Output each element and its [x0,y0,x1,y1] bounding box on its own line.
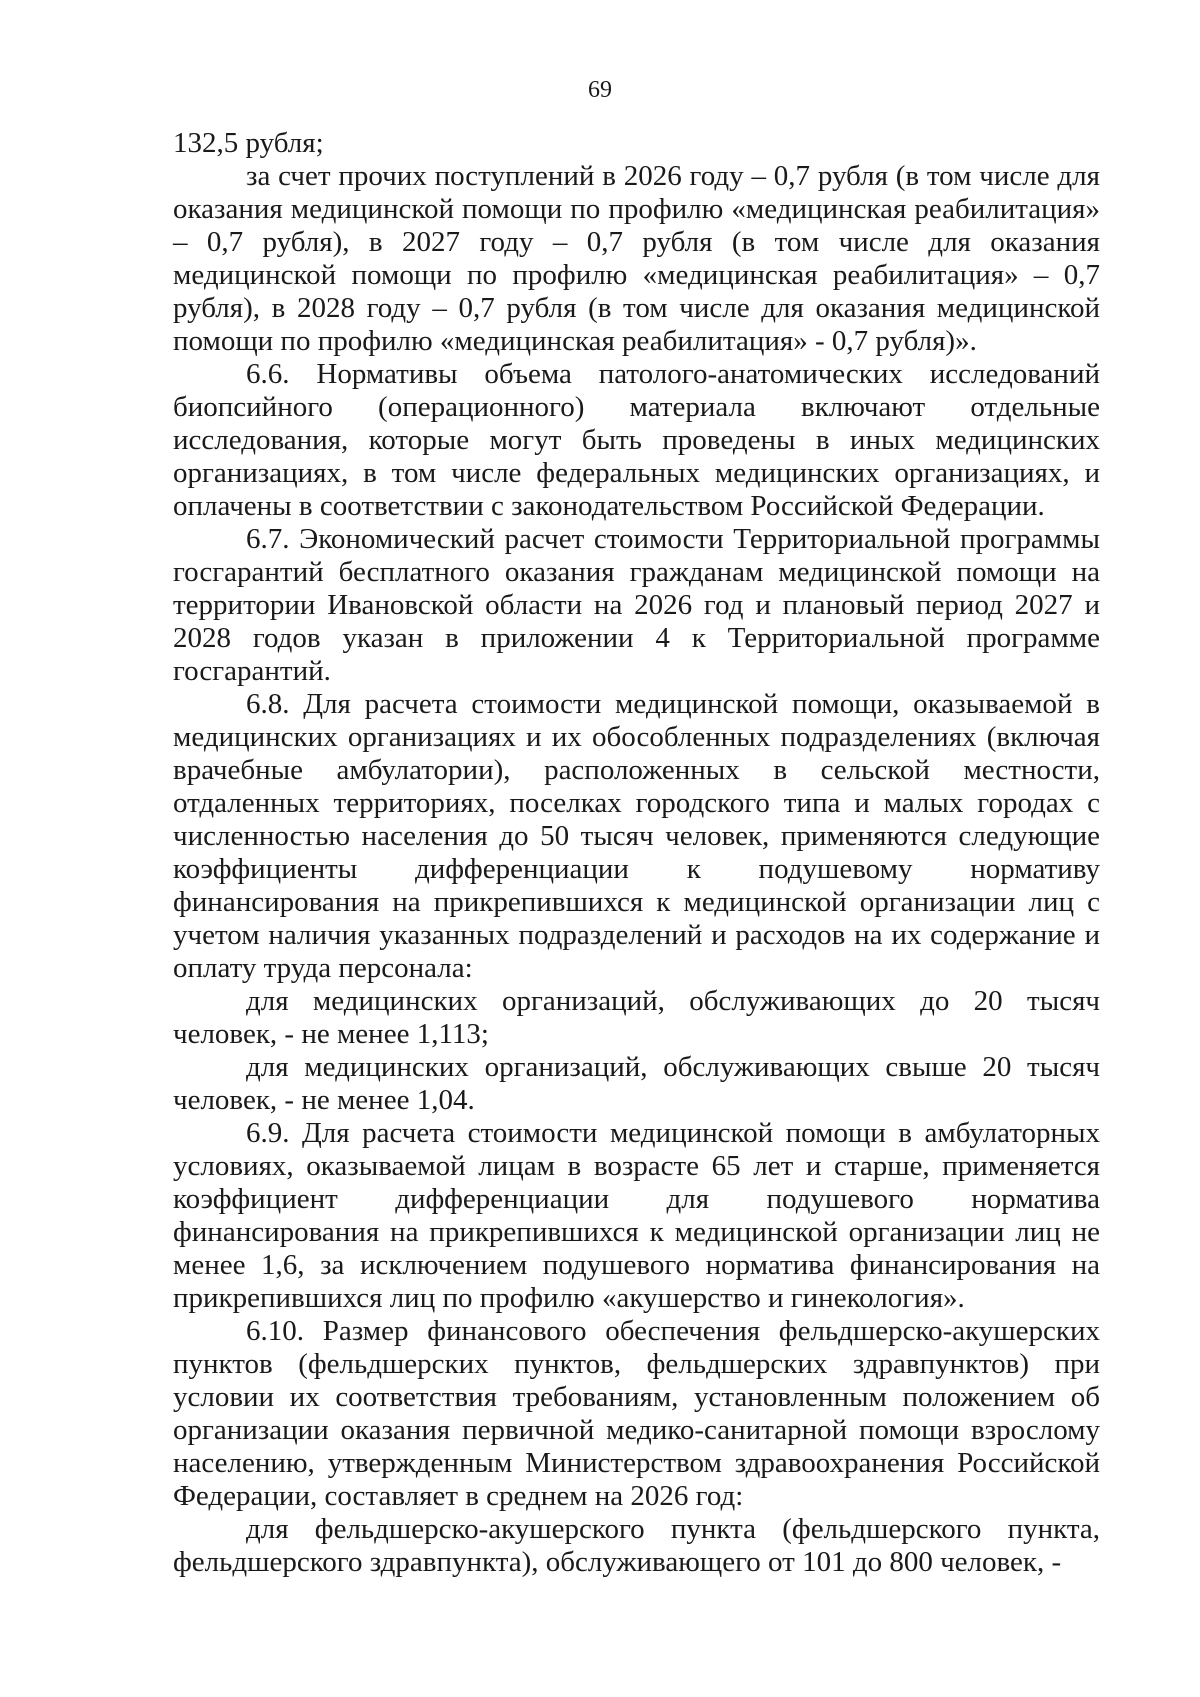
paragraph-other-revenues: за счет прочих поступлений в 2026 году – 0,7 рубля (в том числе для оказания медицинской помощи по профилю «медицинская реабилитация» – 0,7 рубля), в 2027 году – 0,7 рубля (в том числе для оказания медицинской помощи по профилю «медицинская реабилитация» – 0,7 рубля), в 2028 году – 0,7 рубля (в том числе для оказания медицинской помощи по профилю «медицинская реабилитация» - 0,7 рубля)». [173,160,1100,357]
paragraph-6-6: 6.6. Нормативы объема патолого-анатомических исследований биопсийного (операционного) материала включают отдельные исследования, которые могут быть проведены в иных медицинских организациях, в том числе федеральных медицинских организациях, и оплачены в соответствии с законодательством Российской Федерации. [173,358,1100,522]
paragraph-6-10-item-101-800: для фельдшерско-акушерского пункта (фельдшерского пункта, фельдшерского здравпункта), обслуживающего от 101 до 800 человек, - [173,1513,1100,1578]
paragraph-6-8: 6.8. Для расчета стоимости медицинской помощи, оказываемой в медицинских организациях и их обособленных подразделениях (включая врачебные амбулатории), расположенных в сельской местности, отдаленных территориях, поселках городского типа и малых городах с численностью населения до 50 тысяч человек, применяются следующие коэффициенты дифференциации к подушевому нормативу финансирования на прикрепившихся к медицинской организации лиц с учетом наличия указанных подразделений и расходов на их содержание и оплату труда персонала: [173,688,1100,984]
document-body [173,127,1100,1579]
paragraph-amount-continuation: 132,5 рубля; [173,127,324,159]
paragraph-6-8-item-up-to-20k: для медицинских организаций, обслуживающих до 20 тысяч человек, - не менее 1,113; [173,985,1100,1050]
paragraph-6-10: 6.10. Размер финансового обеспечения фельдшерско-акушерских пунктов (фельдшерских пунктов, фельдшерских здравпунктов) при условии их соответствия требованиям, установленным положением об организации оказания первичной медико-санитарной помощи взрослому населению, утвержденным Министерством здравоохранения Российской Федерации, составляет в среднем на 2026 год: [173,1315,1100,1512]
paragraph-6-9: 6.9. Для расчета стоимости медицинской помощи в амбулаторных условиях, оказываемой лицам в возрасте 65 лет и старше, применяется коэффициент дифференциации для подушевого норматива финансирования на прикрепившихся к медицинской организации лиц не менее 1,6, за исключением подушевого норматива финансирования на прикрепившихся лиц по профилю «акушерство и гинекология». [173,1117,1100,1314]
paragraph-6-8-item-over-20k: для медицинских организаций, обслуживающих свыше 20 тысяч человек, - не менее 1,04. [173,1051,1100,1116]
paragraph-6-7: 6.7. Экономический расчет стоимости Территориальной программы госгарантий бесплатного оказания гражданам медицинской помощи на территории Ивановской области на 2026 год и плановый период 2027 и 2028 годов указан в приложении 4 к Территориальной программе госгарантий. [173,523,1100,687]
page-number: 69 [588,77,612,103]
